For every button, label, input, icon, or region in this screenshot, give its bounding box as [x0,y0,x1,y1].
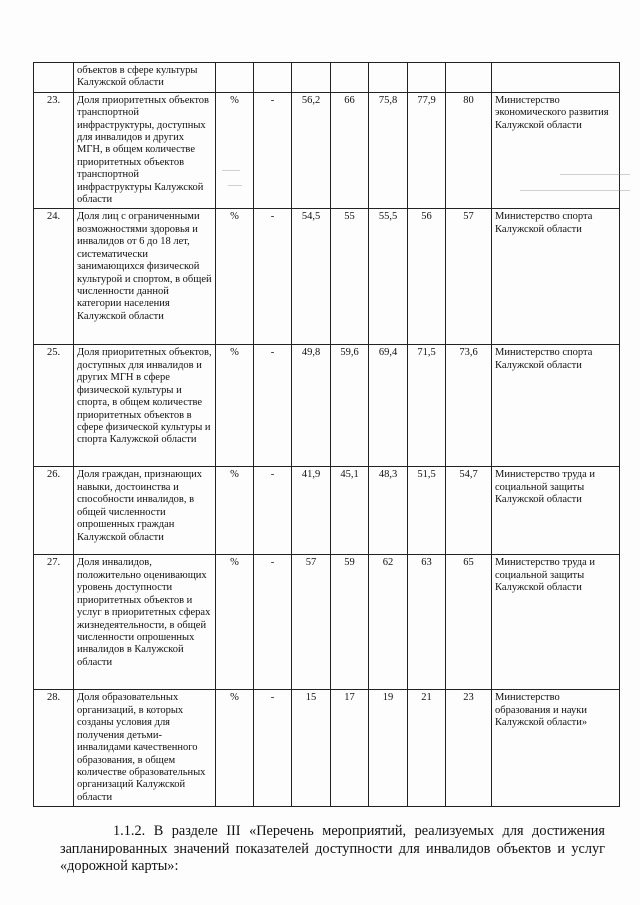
cell-unit: % [216,209,254,345]
cell-responsible: Министерство спорта Калужской области [492,345,620,467]
paragraph-line-rest: запланированных значений показателей доступности для инвалидов объектов и услуг «дорожной карты»: [60,840,605,874]
cell-description: Доля инвалидов, положительно оценивающих уровень доступности приоритетных объектов и услуг в приоритетных сферах жизнедеятельности, в общей численности опрошенных инвалидов в Калужской области [74,555,216,690]
cell-value: 45,1 [331,467,369,555]
cell-base-value: - [254,345,292,467]
cell-row-number: 27. [34,555,74,690]
cell-base-value: - [254,690,292,807]
table-row [34,92,620,209]
cell-unit: % [216,92,254,209]
scan-artifact [560,174,630,175]
cell-value: 73,6 [446,345,492,467]
cell-value: 75,8 [369,92,408,209]
cell-value: 54,7 [446,467,492,555]
cell-value: 56 [408,209,446,345]
cell-base-value: - [254,92,292,209]
table-row [34,209,620,345]
cell-responsible: Министерство экономического развития Калужской области [492,92,620,209]
cell-base-value: - [254,555,292,690]
cell-row-number: 26. [34,467,74,555]
table-row [34,555,620,690]
cell-row-number: 23. [34,92,74,209]
cell-value: 59 [331,555,369,690]
paragraph-line-first: 1.1.2. В разделе III «Перечень мероприятий, реализуемых для достижения [113,823,605,839]
cell-unit: % [216,690,254,807]
cell-unit: % [216,467,254,555]
cell-value: 69,4 [369,345,408,467]
cell-value: 48,3 [369,467,408,555]
cell-value: 57 [446,209,492,345]
cell-description: Доля приоритетных объектов транспортной инфраструктуры, доступных для инвалидов и других МГН, в общем количестве приоритетных объектов транспортной инфраструктуры Калужской области [74,92,216,209]
cell-responsible: Министерство спорта Калужской области [492,209,620,345]
section-paragraph [60,823,605,876]
scan-artifact [228,185,242,186]
cell-description: Доля граждан, признающих навыки, достоинства и способности инвалидов, в общей численности опрошенных граждан Калужской области [74,467,216,555]
cell-value: 15 [292,690,331,807]
scan-artifact [222,170,240,171]
cell-responsible: Министерство образования и науки Калужской области» [492,690,620,807]
cell-responsible: Министерство труда и социальной защиты Калужской области [492,555,620,690]
cell-unit: % [216,555,254,690]
cell-row-number: 28. [34,690,74,807]
cell-value: 65 [446,555,492,690]
cell-description: объектов в сфере культуры Калужской области [74,63,216,93]
cell-value: 54,5 [292,209,331,345]
table-row [34,345,620,467]
cell-value: 56,2 [292,92,331,209]
cell-value: 23 [446,690,492,807]
cell-description: Доля образовательных организаций, в которых созданы условия для получения детьми-инвалидами качественного образования, в общем количестве образовательных организаций Калужской области [74,690,216,807]
cell-row-number: 24. [34,209,74,345]
cell-value: 80 [446,92,492,209]
cell-base-value: - [254,467,292,555]
cell-value: 21 [408,690,446,807]
cell-value: 19 [369,690,408,807]
scan-artifact [520,190,630,191]
cell-responsible: Министерство труда и социальной защиты Калужской области [492,467,620,555]
cell-num [34,63,74,93]
cell-value: 55,5 [369,209,408,345]
cell-value: 51,5 [408,467,446,555]
cell-value: 77,9 [408,92,446,209]
cell-row-number: 25. [34,345,74,467]
cell-base-value: - [254,209,292,345]
cell-value: 62 [369,555,408,690]
cell-value: 41,9 [292,467,331,555]
cell-value: 66 [331,92,369,209]
table-row [34,467,620,555]
cell-value: 57 [292,555,331,690]
cell-value: 49,8 [292,345,331,467]
table-row [34,690,620,807]
indicators-table [33,62,620,807]
cell-value: 71,5 [408,345,446,467]
cell-value: 55 [331,209,369,345]
cell-unit: % [216,345,254,467]
table-row-continuation [34,63,620,93]
cell-value: 63 [408,555,446,690]
cell-value: 17 [331,690,369,807]
cell-description: Доля лиц с ограниченными возможностями здоровья и инвалидов от 6 до 18 лет, систематически занимающихся физической культурой и спортом, в общей численности данной категории населения Калужской области [74,209,216,345]
cell-value: 59,6 [331,345,369,467]
cell-description: Доля приоритетных объектов, доступных для инвалидов и других МГН в сфере физической культуры и спорта, в общем количестве приоритетных объектов в сфере физической культуры и спорта Калужской области [74,345,216,467]
